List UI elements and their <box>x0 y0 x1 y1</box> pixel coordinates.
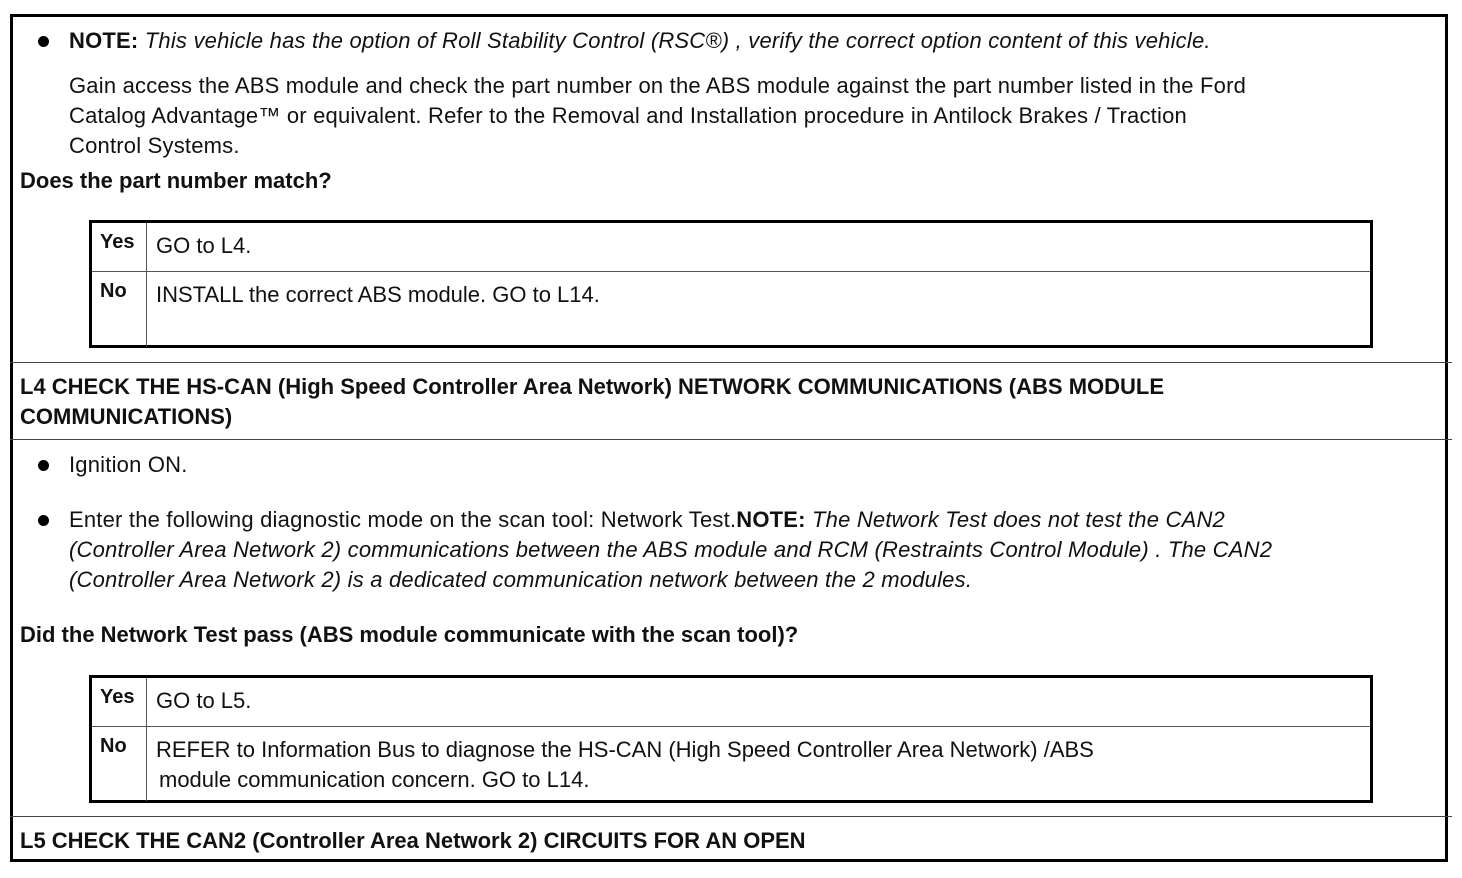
bullet-icon <box>38 460 49 471</box>
bullet-ignition-on: Ignition ON. <box>69 452 188 477</box>
answer-value: GO to L4. <box>156 233 252 258</box>
note-line <box>69 26 1211 56</box>
answer-value: INSTALL the correct ABS module. GO to L14. <box>156 282 600 307</box>
note-text-line-1: The Network Test does not test the CAN2 <box>812 507 1225 532</box>
answer-key: No <box>92 272 147 346</box>
answer-value-line-2: module communication concern. GO to L14. <box>159 767 590 792</box>
answer-value-line-1: REFER to Information Bus to diagnose the HS-CAN (High Speed Controller Area Network) /ABS <box>156 737 1094 762</box>
answer-row-no <box>92 727 1370 801</box>
answer-key: Yes <box>92 223 147 271</box>
answer-key: Yes <box>92 678 147 726</box>
answer-table-l3 <box>89 220 1373 348</box>
answer-row-yes <box>92 678 1370 727</box>
network-test-intro: Enter the following diagnostic mode on the scan tool: Network Test. <box>69 507 737 532</box>
answer-row-no <box>92 272 1370 346</box>
section-divider <box>10 362 1452 363</box>
answer-value: GO to L5. <box>156 688 252 713</box>
section-divider <box>10 816 1452 817</box>
bullet-network-test-line-1 <box>69 505 1225 535</box>
heading-line-1: L4 CHECK THE HS-CAN (High Speed Controller Area Network) NETWORK COMMUNICATIONS (ABS MODULE <box>20 374 1165 399</box>
question-network-test: Did the Network Test pass (ABS module communicate with the scan tool)? <box>20 622 799 647</box>
step-heading-l4 <box>20 372 1440 432</box>
step-heading-l5: L5 CHECK THE CAN2 (Controller Area Network 2) CIRCUITS FOR AN OPEN <box>20 828 806 853</box>
bullet-icon <box>38 515 49 526</box>
paragraph-line-3: Control Systems. <box>69 133 240 158</box>
answer-table-l4 <box>89 675 1373 803</box>
note-label: NOTE: <box>69 28 139 53</box>
note-text-line-3: (Controller Area Network 2) is a dedicated communication network between the 2 modules. <box>69 567 973 592</box>
answer-value <box>147 727 1370 795</box>
section-divider <box>10 439 1452 440</box>
note-label: NOTE: <box>736 507 806 532</box>
paragraph-line-2: Catalog Advantage™ or equivalent. Refer to the Removal and Installation procedure in Antilock Brakes / Traction <box>69 103 1187 128</box>
note-text-line-2: (Controller Area Network 2) communications between the ABS module and RCM (Restraints Control Module) . The CAN2 <box>69 537 1273 562</box>
note-text: This vehicle has the option of Roll Stability Control (RSC®) , verify the correct option content of this vehicle. <box>144 28 1211 53</box>
answer-row-yes <box>92 223 1370 272</box>
question-part-number: Does the part number match? <box>20 168 332 193</box>
answer-key: No <box>92 727 147 801</box>
bullet-icon <box>38 36 49 47</box>
paragraph-line-1: Gain access the ABS module and check the part number on the ABS module against the part number listed in the Ford <box>69 73 1247 98</box>
heading-line-2: COMMUNICATIONS) <box>20 404 233 429</box>
